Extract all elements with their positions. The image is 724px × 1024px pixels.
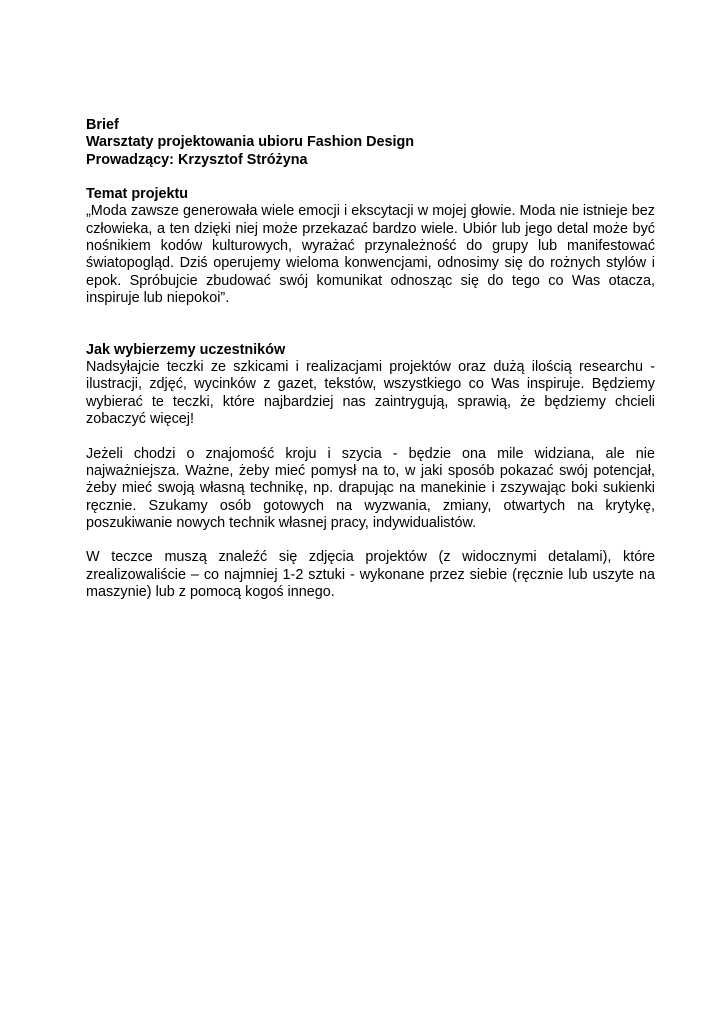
section-spacer: [86, 307, 655, 342]
topic-title: Temat projektu: [86, 186, 189, 203]
selection-paragraph-3: W teczce muszą znaleźć się zdjęcia projektów (z widocznymi detalami), które zrealizowaliście – co najmniej 1-2 sztuki - wykonane przez siebie (ręcznie lub uszyte na maszynie) lub z pomocą kogoś innego.: [86, 549, 655, 601]
workshop-title: Warsztaty projektowania ubioru Fashion Design: [86, 134, 415, 151]
paragraph-spacer: [86, 532, 655, 549]
selection-section: [86, 342, 655, 601]
paragraph-spacer: [86, 428, 655, 445]
topic-section: [86, 186, 655, 307]
document-header: [86, 117, 655, 169]
topic-body: „Moda zawsze generowała wiele emocji i ekscytacji w mojej głowie. Moda nie istnieje bez człowieka, a ten dzięki niej może przekazać bardzo wiele. Ubiór lub jego detal może być nośnikiem kodów kulturowych, wyrażać przynależność do grupy lub manifestować światopogląd. Dziś operujemy wieloma konwencjami, odnosimy się do rożnych stylów i epok. Spróbujcie zbudować swój komunikat odnosząc się do tego co Was otacza, inspiruje lub niepokoi”.: [86, 203, 655, 306]
selection-paragraph-1: Nadsyłajcie teczki ze szkicami i realizacjami projektów oraz dużą ilością researchu - ilustracji, zdjęć, wycinków z gazet, tekstów, wszystkiego co Was inspiruje. Będziemy wybierać te teczki, które najbardziej nas zaintrygują, sprawią, że będziemy chcieli zobaczyć więcej!: [86, 359, 655, 428]
selection-title: Jak wybierzemy uczestników: [86, 341, 286, 358]
instructor-line: Prowadzący: Krzysztof Stróżyna: [86, 151, 308, 168]
document-content: [86, 117, 655, 601]
document-type: Brief: [86, 117, 119, 133]
selection-paragraph-2: Jeżeli chodzi o znajomość kroju i szycia - będzie ona mile widziana, ale nie najważniejsza. Ważne, żeby mieć pomysł na to, w jaki sposób pokazać swój potencjał, żeby mieć swoją własną technikę, np. drapując na manekinie i zszywając boki sukienki ręcznie. Szukamy osób gotowych na wyzwania, zmiany, otwartych na krytykę, poszukiwanie nowych technik własnej pracy, indywidualistów.: [86, 445, 655, 531]
